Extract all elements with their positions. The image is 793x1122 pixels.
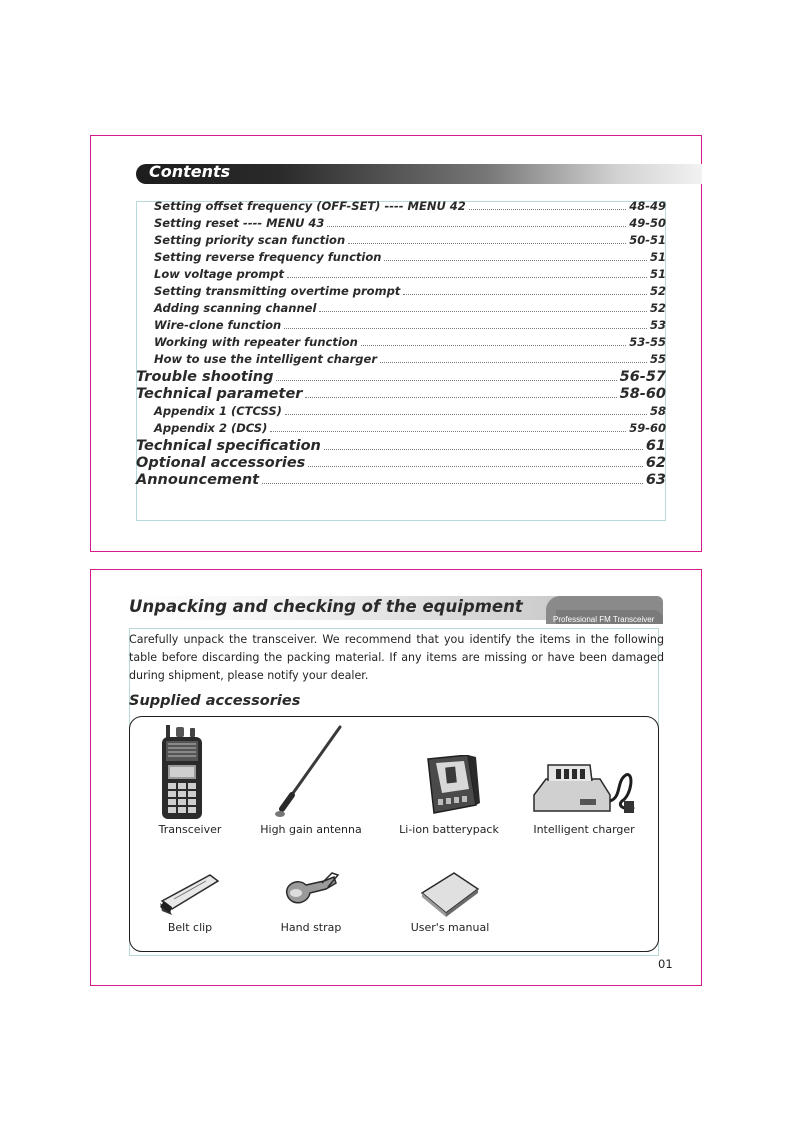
toc-leader-dots bbox=[308, 466, 642, 467]
toc-entry-page: 62 bbox=[645, 454, 666, 471]
toc-leader-dots bbox=[287, 277, 647, 278]
toc-entry-label: Adding scanning channel bbox=[154, 301, 317, 315]
toc-entry[interactable] bbox=[136, 284, 666, 301]
accessory-label: User's manual bbox=[410, 921, 490, 934]
toc-entry[interactable] bbox=[136, 216, 666, 233]
toc-entry-label: Low voltage prompt bbox=[154, 267, 285, 281]
toc-entry-page: 51 bbox=[649, 267, 666, 281]
toc-leader-dots bbox=[327, 226, 626, 227]
toc-entry[interactable] bbox=[136, 404, 666, 421]
toc-leader-dots bbox=[348, 243, 626, 244]
toc-entry-label: Technical parameter bbox=[136, 386, 303, 403]
toc-entry[interactable] bbox=[136, 301, 666, 318]
section-title: Unpacking and checking of the equipment bbox=[129, 597, 523, 616]
toc-leader-dots bbox=[380, 362, 647, 363]
accessory-label: High gain antenna bbox=[260, 823, 362, 836]
toc-entry[interactable] bbox=[136, 369, 666, 386]
toc-entry-page: 59-60 bbox=[629, 420, 666, 435]
toc-leader-dots bbox=[285, 414, 647, 415]
toc-entry-label: Optional accessories bbox=[136, 454, 306, 471]
toc-entry-label: Technical specification bbox=[136, 437, 321, 454]
toc-entry-page: 63 bbox=[645, 472, 666, 489]
transceiver-icon bbox=[158, 725, 206, 821]
intro-paragraph: Carefully unpack the transceiver. We recommend that you identify the items in the following table before discarding the packing material. If any items are missing or have been damaged during shipment, please notify your dealer. bbox=[129, 633, 664, 682]
toc-entry-page: 48-49 bbox=[629, 199, 666, 213]
accessory-label: Intelligent charger bbox=[533, 823, 635, 836]
toc-entry-page: 58 bbox=[649, 403, 666, 418]
toc-entry-label: Setting reset ---- MENU 43 bbox=[154, 216, 325, 230]
toc-leader-dots bbox=[324, 449, 643, 450]
toc-entry[interactable] bbox=[136, 472, 666, 489]
toc-entry-label: Setting transmitting overtime prompt bbox=[154, 284, 401, 298]
toc-entry-label: Appendix 2 (DCS) bbox=[154, 420, 268, 435]
contents-title: Contents bbox=[149, 162, 231, 181]
toc-entry[interactable] bbox=[136, 386, 666, 403]
hand-strap-icon bbox=[280, 871, 350, 921]
toc-entry-page: 53 bbox=[649, 318, 666, 332]
charger-icon bbox=[530, 751, 640, 823]
toc-entry[interactable] bbox=[136, 318, 666, 335]
toc-entry-page: 55 bbox=[649, 352, 666, 366]
toc-entry[interactable] bbox=[136, 199, 666, 216]
antenna-icon bbox=[270, 723, 350, 823]
toc-entry-label: Setting priority scan function bbox=[154, 233, 346, 247]
accessory-label: Hand strap bbox=[280, 921, 342, 934]
belt-clip-icon bbox=[156, 871, 226, 919]
product-tag-label: Professional FM Transceiver bbox=[553, 615, 655, 624]
toc-entry-label: How to use the intelligent charger bbox=[154, 352, 377, 366]
toc-entry[interactable] bbox=[136, 455, 666, 472]
toc-entry[interactable] bbox=[136, 438, 666, 455]
accessory-label: Belt clip bbox=[167, 921, 213, 934]
toc-entry-label: Wire-clone function bbox=[154, 318, 282, 332]
toc-entry[interactable] bbox=[136, 250, 666, 267]
toc-leader-dots bbox=[276, 380, 616, 381]
toc-entry-page: 49-50 bbox=[629, 216, 666, 230]
toc-entry-label: Setting offset frequency (OFF-SET) ---- MENU 42 bbox=[154, 199, 466, 213]
supplied-accessories-heading: Supplied accessories bbox=[129, 693, 301, 709]
toc-entry-label: Setting reverse frequency function bbox=[154, 250, 382, 264]
toc-entry[interactable] bbox=[136, 233, 666, 250]
toc-entry-page: 61 bbox=[645, 437, 666, 454]
toc-leader-dots bbox=[469, 209, 626, 210]
toc-leader-dots bbox=[361, 345, 626, 346]
toc-entry-page: 58-60 bbox=[619, 386, 666, 403]
unpacking-page bbox=[90, 569, 702, 986]
table-of-contents bbox=[136, 199, 666, 489]
toc-entry-page: 53-55 bbox=[629, 335, 666, 349]
toc-entry-label: Appendix 1 (CTCSS) bbox=[154, 403, 282, 418]
toc-entry[interactable] bbox=[136, 421, 666, 438]
toc-leader-dots bbox=[270, 431, 626, 432]
battery-pack-icon bbox=[414, 755, 484, 821]
toc-entry[interactable] bbox=[136, 267, 666, 284]
contents-page bbox=[90, 135, 702, 552]
toc-entry-page: 51 bbox=[649, 250, 666, 264]
toc-entry-label: Announcement bbox=[136, 472, 260, 489]
toc-entry[interactable] bbox=[136, 352, 666, 369]
toc-leader-dots bbox=[284, 328, 647, 329]
toc-leader-dots bbox=[384, 260, 647, 261]
toc-leader-dots bbox=[305, 397, 616, 398]
toc-entry-label: Working with repeater function bbox=[154, 335, 358, 349]
toc-leader-dots bbox=[319, 311, 647, 312]
accessory-label: Li-ion batterypack bbox=[399, 823, 499, 836]
toc-entry-page: 52 bbox=[649, 301, 666, 315]
toc-leader-dots bbox=[403, 294, 647, 295]
accessories-box bbox=[129, 716, 659, 952]
toc-leader-dots bbox=[262, 483, 643, 484]
toc-entry-page: 52 bbox=[649, 284, 666, 298]
toc-entry-page: 50-51 bbox=[629, 233, 666, 247]
accessory-label: Transceiver bbox=[158, 823, 222, 836]
toc-entry-page: 56-57 bbox=[619, 369, 666, 385]
page-number: 01 bbox=[658, 957, 673, 971]
toc-entry-label: Trouble shooting bbox=[136, 369, 274, 385]
manual-icon bbox=[418, 871, 482, 917]
toc-entry[interactable] bbox=[136, 335, 666, 352]
